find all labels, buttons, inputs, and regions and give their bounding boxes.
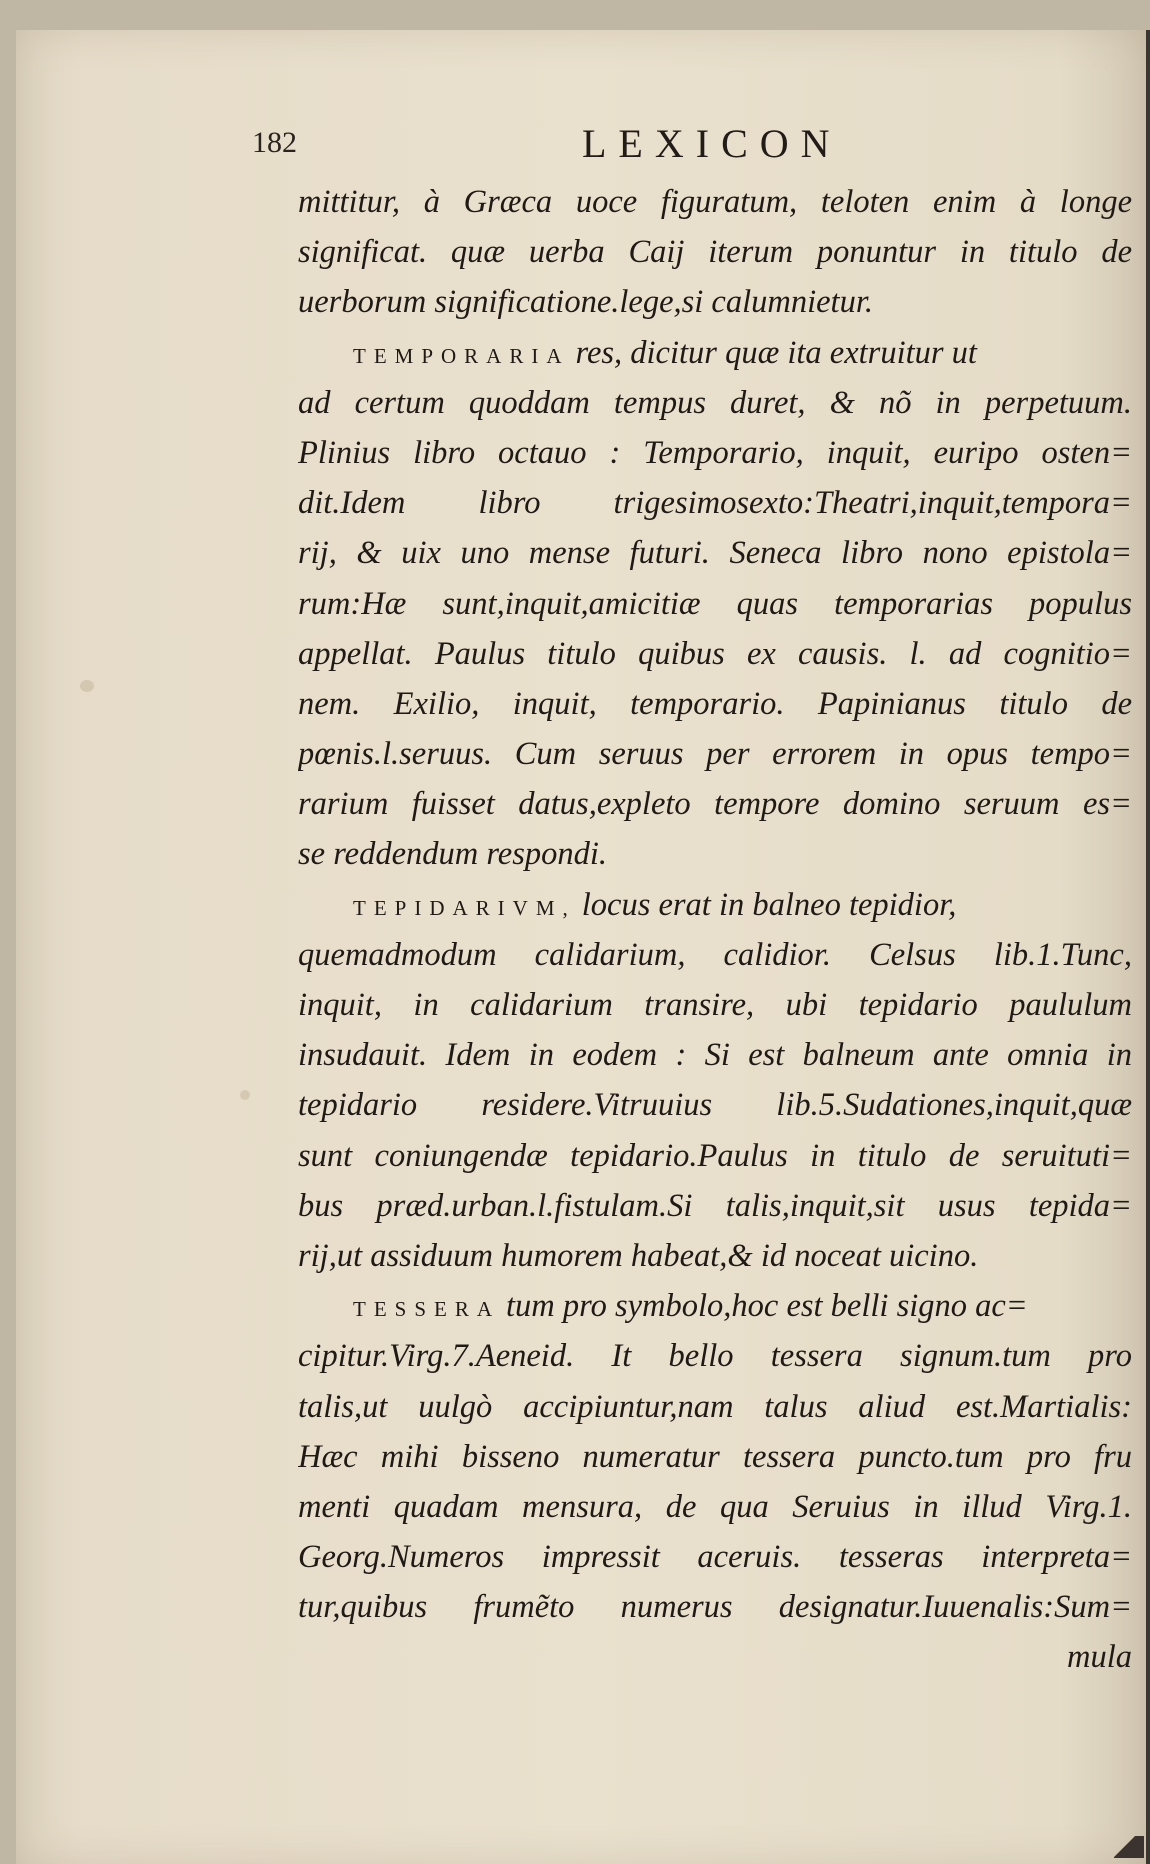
text-line: nem. Exilio, inquit, temporario. Papinianus titulo de — [298, 685, 1132, 722]
text-line: se reddendum respondi. — [298, 836, 608, 873]
text-segment: tum pro symbolo,hoc est belli signo ac= — [506, 1288, 1028, 1325]
headword: TESSERA — [353, 1297, 501, 1322]
text-segment: locus erat in balneo tepidior, — [581, 886, 957, 923]
text-line: significat. quæ uerba Caij iterum ponuntur in titulo de — [298, 234, 1132, 271]
text-line: mittitur, à Græca uoce figuratum, teloten enim à longe — [298, 184, 1132, 220]
headword: TEMPORARIA — [353, 343, 570, 368]
paper-stain — [240, 1090, 250, 1100]
page-corner — [1114, 1836, 1144, 1858]
text-line: uerborum significatione.lege,si calumnietur. — [298, 284, 874, 321]
text-line: Plinius libro octauo : Temporario, inquit, euripo osten= — [298, 434, 1132, 471]
text-line: inquit, in calidarium transire, ubi tepidario paululum — [298, 987, 1132, 1023]
headword: TEPIDARIVM, — [353, 895, 576, 920]
text-line: rarium fuisset datus,expleto tempore domino seruum es= — [298, 786, 1132, 823]
text-line: rij, & uix uno mense futuri. Seneca libro nono epistola= — [298, 535, 1132, 572]
text-line: insudauit. Idem in eodem : Si est balneum ante omnia in — [298, 1037, 1132, 1074]
text-line: dit.Idem libro trigesimosexto:Theatri,inquit,tempora= — [298, 485, 1132, 522]
paper-stain — [80, 680, 94, 692]
body-text — [298, 177, 1132, 1683]
text-line: appellat. Paulus titulo quibus ex causis. l. ad cognitio= — [298, 635, 1132, 672]
text-line: cipitur.Virg.7.Aeneid. It bello tessera signum.tum pro — [298, 1338, 1132, 1375]
text-line: menti quadam mensura, de qua Seruius in illud Virg.1. — [298, 1488, 1132, 1525]
running-head: LEXICON — [582, 121, 842, 166]
text-line: pœnis.l.seruus. Cum seruus per errorem in opus tempo= — [298, 736, 1132, 773]
entry-line — [298, 1281, 1132, 1331]
text-segment: res, dicitur quæ ita extruitur ut — [575, 334, 977, 371]
entry-line — [298, 328, 1132, 378]
text-line: tepidario residere.Vitruuius lib.5.Sudationes,inquit,quæ — [298, 1087, 1132, 1124]
text-line: rij,ut assiduum humorem habeat,& id noceat uicino. — [298, 1237, 979, 1274]
text-line: quemadmodum calidarium, calidior. Celsus lib.1.Tunc, — [298, 936, 1132, 973]
page-edge — [1146, 30, 1150, 1864]
page-header — [0, 120, 1150, 170]
text-line: Hæc mihi bisseno numeratur tessera puncto.tum pro fru — [298, 1438, 1132, 1475]
text-line: bus præd.urban.l.fistulam.Si talis,inquit,sit usus tepida= — [298, 1187, 1132, 1224]
catchword: mula — [1067, 1639, 1132, 1676]
text-line: tur,quibus frumẽto numerus designatur.Iuuenalis:Sum= — [298, 1589, 1132, 1626]
text-line: sunt coniungendæ tepidario.Paulus in titulo de seruituti= — [298, 1137, 1132, 1174]
text-line: talis,ut uulgò accipiuntur,nam talus aliud est.Martialis: — [298, 1388, 1132, 1425]
text-line: rum:Hæ sunt,inquit,amicitiæ quas temporarias populus — [298, 585, 1132, 622]
page-number: 182 — [252, 126, 297, 159]
entry-line — [298, 880, 1132, 930]
text-line: Georg.Numeros impressit aceruis. tesseras interpreta= — [298, 1539, 1132, 1576]
text-line: ad certum quoddam tempus duret, & nõ in perpetuum. — [298, 384, 1132, 421]
